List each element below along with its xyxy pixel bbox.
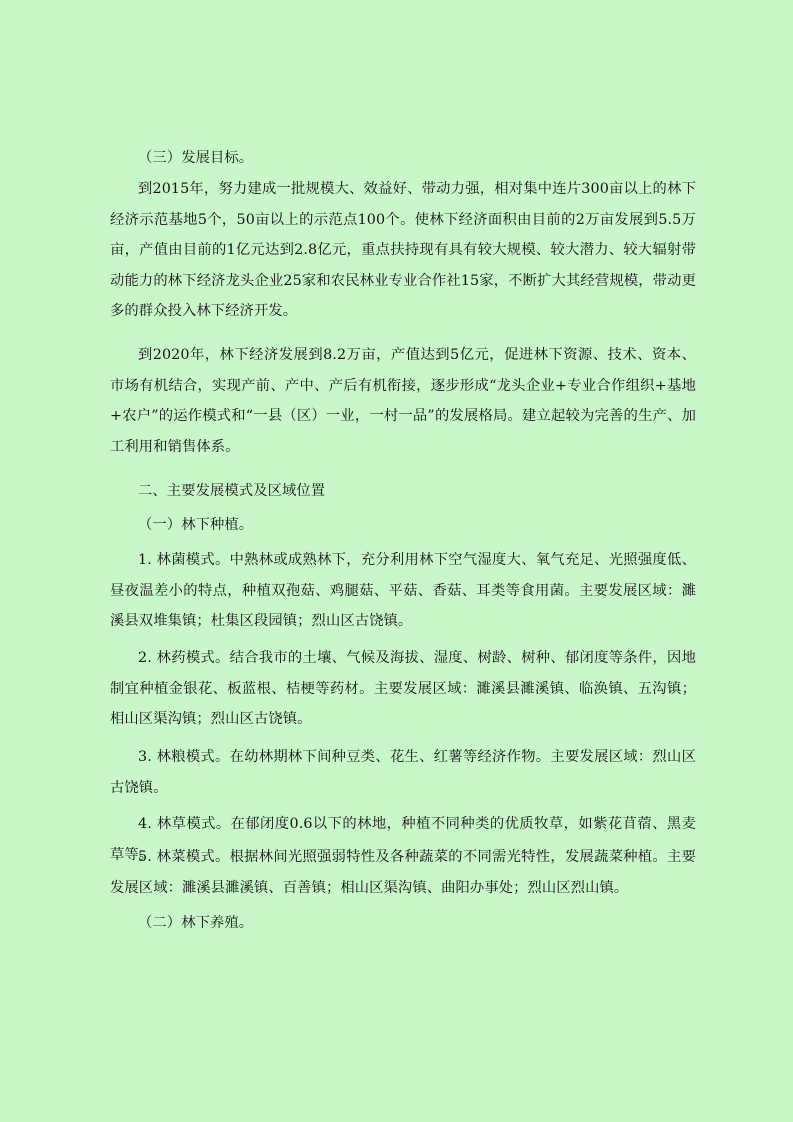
paragraph-forest-vegetable: 5. 林菜模式。根据林间光照强弱特性及各种蔬菜的不同需光特性，发展蔬菜种植。主要发展区域：濉溪县濉溪镇、百善镇；相山区渠沟镇、曲阳办事处；烈山区烈山镇。 xyxy=(110,849,696,896)
paragraph-2020-goals: 到2020年，林下经济发展到8.2万亩，产值达到5亿元，促进林下资源、技术、资本、市场有机结合，实现产前、产中、产后有机衔接，逐步形成“龙头企业+专业合作组织+基地+农户”的运作模式和“一县（区）一业，一村一品”的发展格局。建立起较为完善的生产、加工利用和销售体系。 xyxy=(110,347,696,455)
paragraph-forest-grain: 3. 林粮模式。在幼林期林下间种豆类、花生、红薯等经济作物。主要发展区域：烈山区古饶镇。 xyxy=(110,749,696,796)
subheading-breeding: （二）林下养殖。 xyxy=(138,915,254,931)
paragraph-forest-grass: 4. 林草模式。在郁闭度0.6以下的林地，种植不同种类的优质牧草，如紫花苜蓿、黑麦草等。 xyxy=(110,816,696,863)
paragraph-forest-fungus: 1. 林菌模式。中熟林或成熟林下，充分利用林下空气湿度大、氧气充足、光照强度低、昼夜温差小的特点，种植双孢菇、鸡腿菇、平菇、香菇、耳类等食用菌。主要发展区域：濉溪县双堆集镇；杜集区段园镇；烈山区古饶镇。 xyxy=(110,552,696,629)
subheading-planting: （一）林下种植。 xyxy=(138,517,254,533)
paragraph-2015-goals: 到2015年，努力建成一批规模大、效益好、带动力强，相对集中连片300亩以上的林下经济示范基地5个，50亩以上的示范点100个。使林下经济面积由目前的2万亩发展到5.5万亩，产值由目前的1亿元达到2.8亿元，重点扶持现有具有较大规模、较大潜力、较大辐射带动能力的林下经济龙头企业25家和农民林业专业合作社15家，不断扩大其经营规模，带动更多的群众投入林下经济开发。 xyxy=(110,181,696,319)
subheading-goals: （三）发展目标。 xyxy=(138,150,254,166)
paragraph-forest-medicine: 2. 林药模式。结合我市的土壤、气候及海拔、湿度、树龄、树种、郁闭度等条件，因地制宜种植金银花、板蓝根、桔梗等药材。主要发展区域：濉溪县濉溪镇、临涣镇、五沟镇；相山区渠沟镇；烈山区古饶镇。 xyxy=(110,650,696,727)
section-heading-models: 二、主要发展模式及区域位置 xyxy=(138,483,326,499)
